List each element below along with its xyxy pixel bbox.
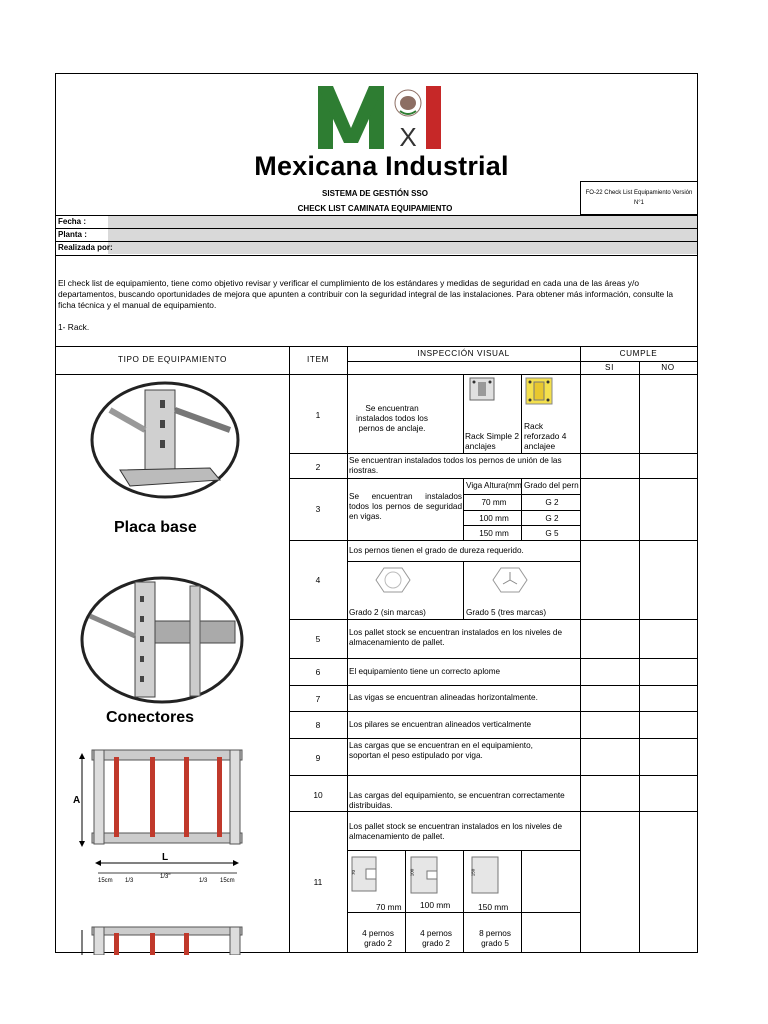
rack-simple-label: Rack Simple 2 anclajes bbox=[465, 431, 519, 451]
document-code-box bbox=[580, 181, 698, 215]
dim-13a-label: 1/3 bbox=[125, 878, 134, 884]
col-si-header: SI bbox=[605, 363, 614, 372]
row11-text: Los pallet stock se encuentran instalados en los niveles de almacenamiento de pallet. bbox=[349, 822, 563, 841]
dim-13c-label: 1/3 bbox=[199, 878, 208, 884]
document-code: FO-22 Check List Equipamiento Versión bbox=[585, 190, 693, 196]
col-cumple-header: CUMPLE bbox=[619, 349, 658, 358]
rack-reforzado-icon bbox=[524, 376, 554, 408]
checklist-title: CHECK LIST CAMINATA EQUIPAMIENTO bbox=[297, 204, 453, 213]
row3-grade-cell: G 2 bbox=[545, 498, 559, 507]
row9-text: Las cargas que se encuentran en el equipamiento, soportan el peso estipulado por viga. bbox=[349, 741, 533, 760]
col-item-header: ITEM bbox=[307, 355, 329, 364]
company-logo bbox=[316, 83, 446, 153]
row3-text: Se encuentran instalados todos los pernos de seguridad en vigas. bbox=[349, 492, 462, 521]
realizada-label: Realizada por: bbox=[56, 241, 697, 254]
plate-70-small: 70 bbox=[351, 869, 357, 876]
col-tipo-header: TIPO DE EQUIPAMIENTO bbox=[117, 355, 228, 364]
row4-text: Los pernos tienen el grado de dureza requerido. bbox=[349, 546, 524, 555]
placa-base-illustration bbox=[90, 380, 250, 500]
col-inspeccion-header: INSPECCIÓN VISUAL bbox=[417, 349, 510, 358]
dim-13b-label: 1/3" bbox=[160, 874, 171, 880]
hex-bolt-grade2-icon bbox=[375, 566, 411, 594]
row6-text: El equipamiento tiene un correcto aplome bbox=[349, 667, 501, 676]
plate-150-small: 150 bbox=[470, 868, 476, 877]
bolts-100: 4 pernos grado 2 bbox=[420, 929, 452, 948]
bolts-150: 8 pernos grado 5 bbox=[479, 929, 511, 948]
system-title: SISTEMA DE GESTIÓN SSO bbox=[322, 189, 428, 198]
bolts-70: 4 pernos grado 2 bbox=[362, 929, 394, 948]
plate-100-small: 100 bbox=[409, 868, 415, 877]
row3-col1-header: Viga Altura(mm bbox=[466, 481, 522, 490]
col-no-header: NO bbox=[661, 363, 675, 372]
row3-col2-header: Grado del pern bbox=[524, 481, 579, 490]
row3-grade-cell: G 2 bbox=[545, 514, 559, 523]
item-number: 5 bbox=[315, 634, 321, 644]
item-number: 9 bbox=[315, 753, 321, 763]
conectores-illustration bbox=[80, 576, 245, 704]
item-number: 11 bbox=[313, 877, 323, 887]
row8-text: Los pilares se encuentran alineados verticalmente bbox=[349, 720, 532, 729]
item-number: 7 bbox=[315, 694, 321, 704]
document-version: N°1 bbox=[633, 200, 645, 206]
item-number: 3 bbox=[315, 504, 321, 514]
row3-grade-cell: G 5 bbox=[545, 529, 559, 538]
svg-text:X: X bbox=[399, 122, 417, 152]
row3-height-cell: 150 mm bbox=[479, 529, 509, 538]
item-number: 8 bbox=[315, 720, 321, 730]
dim-a-label: A bbox=[73, 795, 81, 806]
item-number: 6 bbox=[315, 667, 321, 677]
intro-text: El check list de equipamiento, tiene como objetivo revisar y verificar el cumplimiento de los estándares y medidas de seguridad en cada una de las áreas y/o departamentos, buscando oportunidades de mejora que apunten a contribuir con la seguridad integral de las instalaciones. Para obtener más información, consulte la ficha técnica y el manual de equipamiento. bbox=[58, 278, 674, 310]
conectores-label: Conectores bbox=[106, 709, 195, 726]
row1-text: Se encuentran instalados todos los pernos de anclaje. bbox=[356, 404, 428, 433]
dim-15a-label: 15cm bbox=[98, 878, 113, 884]
row2-text: Se encuentran instalados todos los pernos de unión de las riostras. bbox=[349, 456, 562, 475]
fecha-label: Fecha : bbox=[56, 215, 697, 228]
plate-100-size: 100 mm bbox=[420, 900, 451, 910]
rack-simple-icon bbox=[468, 376, 496, 408]
planta-label: Planta : bbox=[56, 228, 697, 241]
item-number: 2 bbox=[315, 462, 321, 472]
row10-text: Las cargas del equipamiento, se encuentran correctamente distribuidas. bbox=[349, 791, 565, 810]
placa-base-label: Placa base bbox=[114, 519, 197, 536]
fields-divider bbox=[56, 255, 697, 256]
dim-l-label: L bbox=[162, 852, 169, 863]
hex-bolt-grade5-icon bbox=[492, 566, 528, 594]
plate-70-size: 70 mm bbox=[376, 902, 402, 912]
item-number: 1 bbox=[315, 410, 321, 420]
row3-height-cell: 100 mm bbox=[479, 514, 509, 523]
item-number: 10 bbox=[313, 790, 323, 800]
dim-15b-label: 15cm bbox=[220, 878, 235, 884]
rack-reforzado-label: Rack reforzado 4 anclajee bbox=[524, 421, 567, 451]
rack-dimension-diagram bbox=[72, 745, 252, 955]
item-number: 4 bbox=[315, 575, 321, 585]
row5-text: Los pallet stock se encuentran instalados en los niveles de almacenamiento de pallet. bbox=[349, 628, 563, 647]
company-name: Mexicana Industrial bbox=[254, 151, 509, 181]
row3-height-cell: 70 mm bbox=[481, 498, 507, 507]
grade2-label: Grado 2 (sin marcas) bbox=[349, 608, 426, 617]
grade5-label: Grado 5 (tres marcas) bbox=[466, 608, 547, 617]
plate-150-size: 150 mm bbox=[478, 902, 509, 912]
section-title: 1- Rack. bbox=[58, 322, 90, 332]
row7-text: Las vigas se encuentran alineadas horizontalmente. bbox=[349, 693, 538, 702]
